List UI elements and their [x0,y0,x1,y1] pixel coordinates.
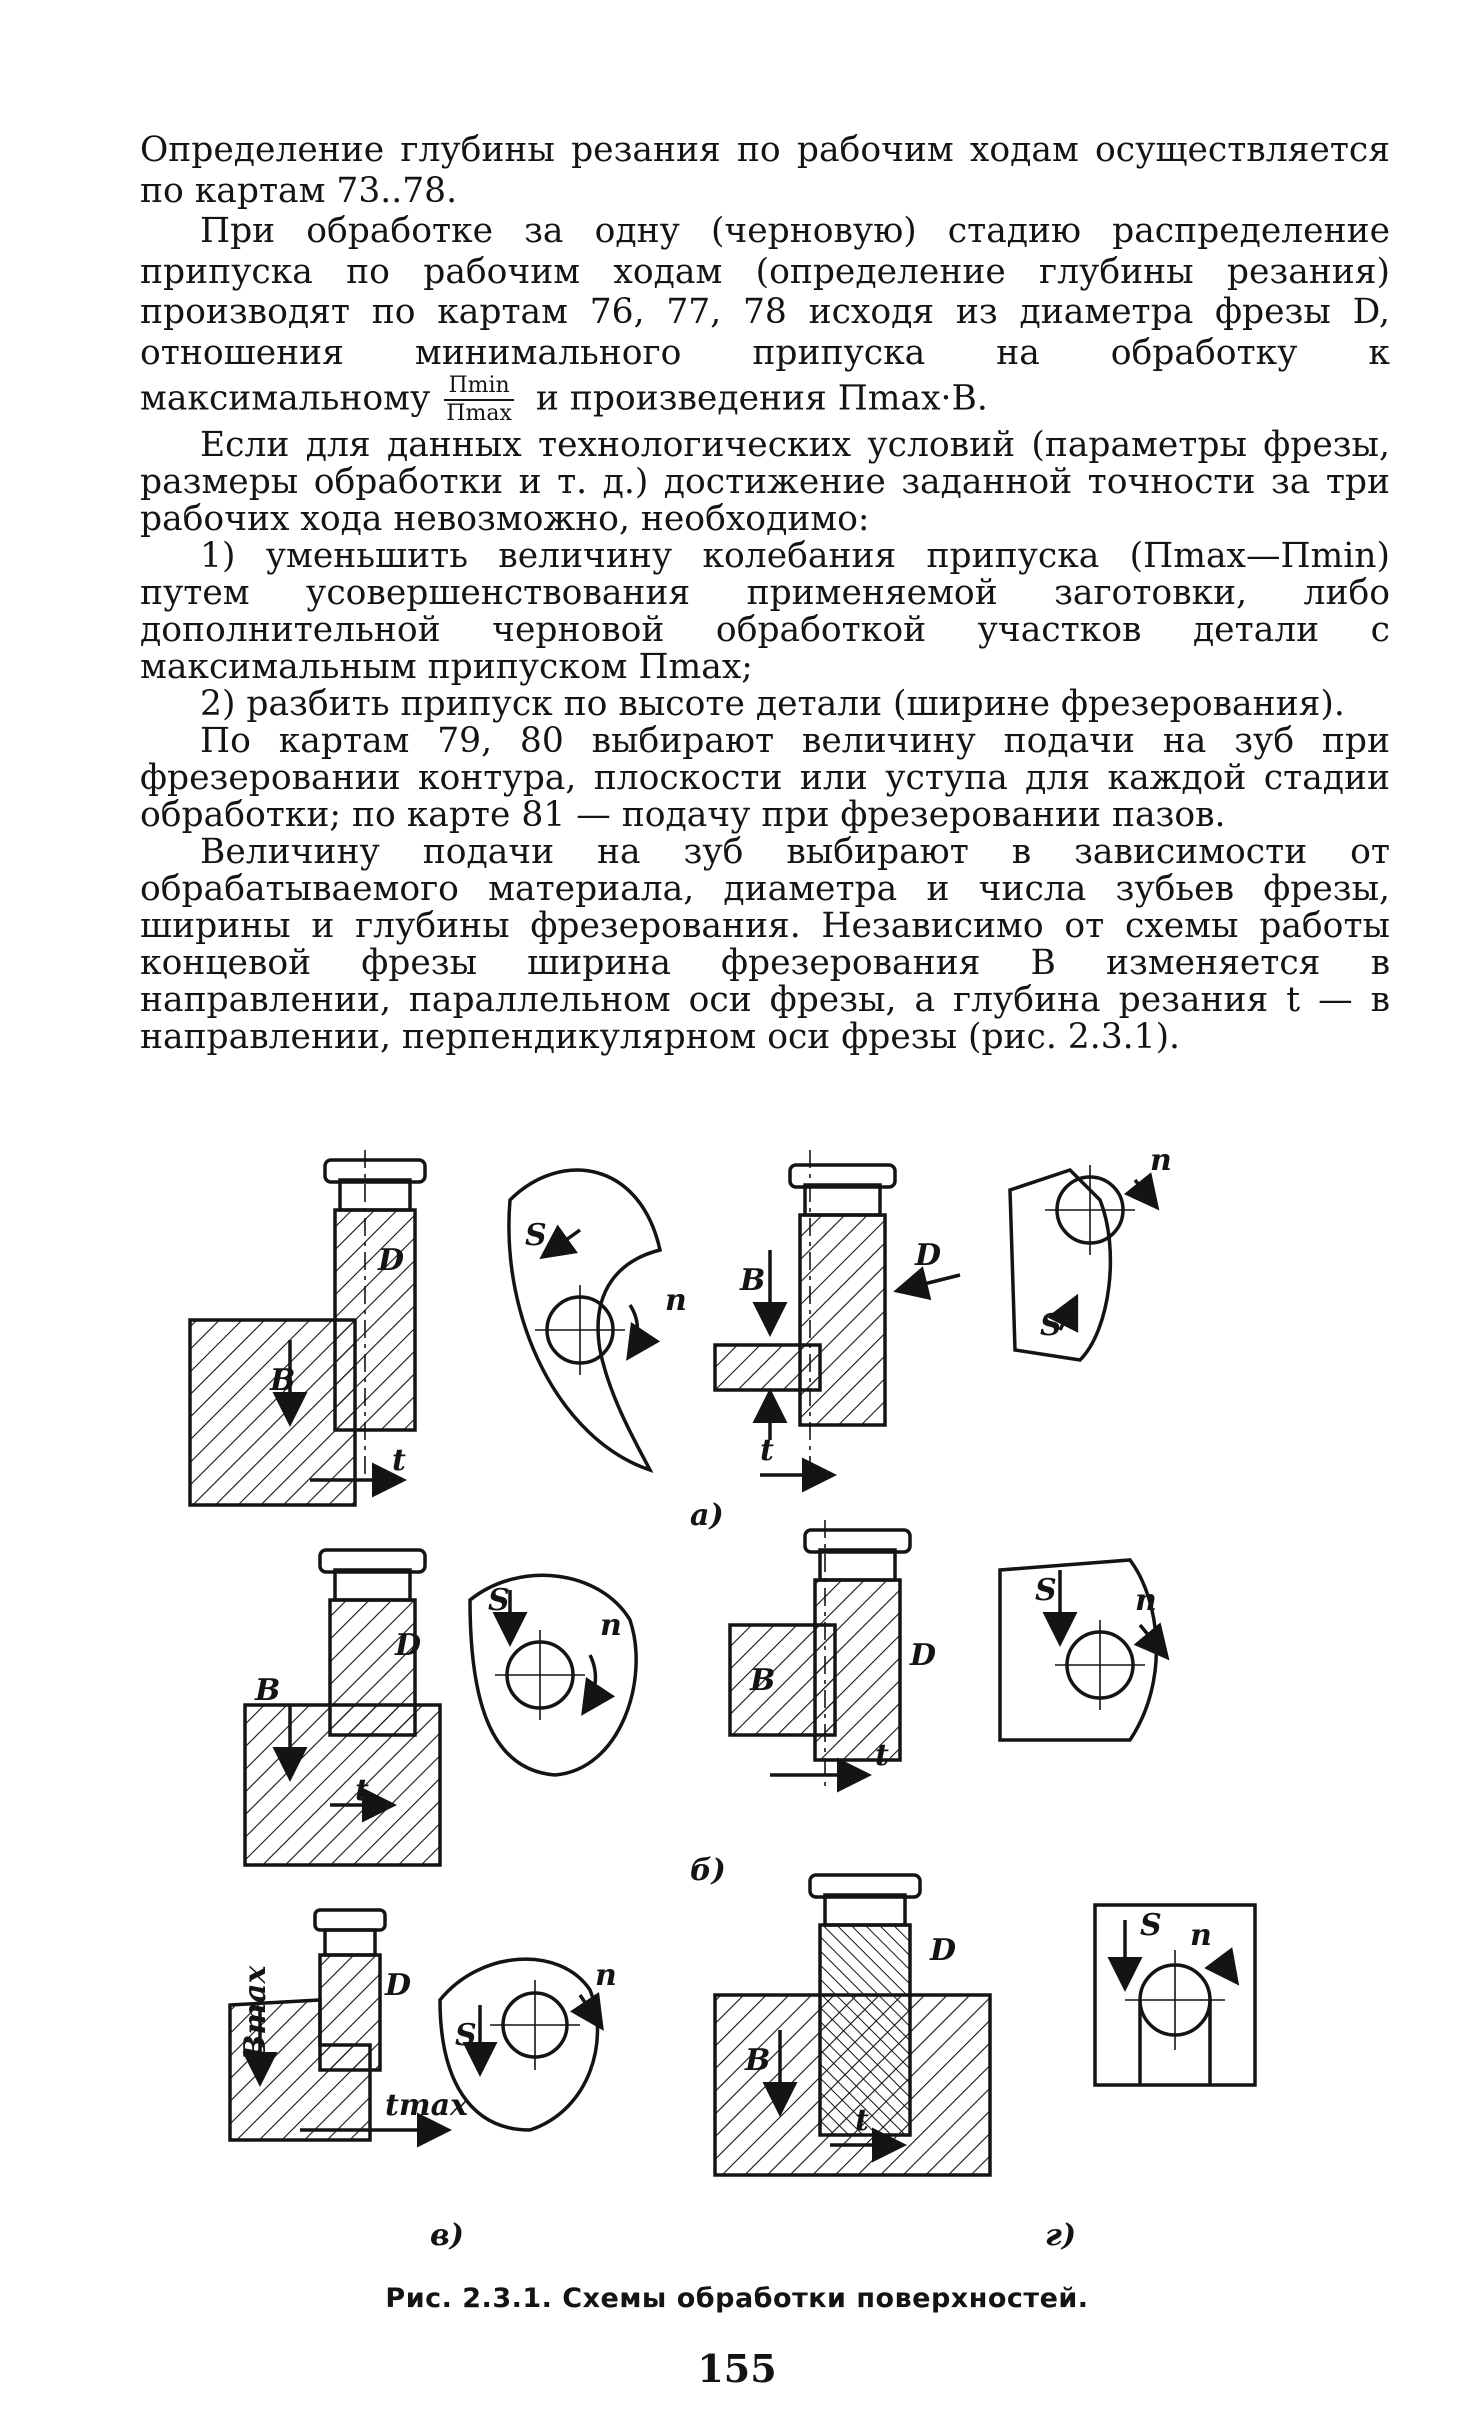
symbol-n-b2: n [1135,1583,1157,1618]
scheme-a-left-plan [509,1170,660,1470]
symbol-t-a2: t [760,1433,774,1468]
symbol-d-g: D [930,1933,957,1968]
sublabel-b: б) [690,1853,726,1888]
symbol-d-a2: D [915,1238,942,1273]
symbol-n-g: n [1190,1918,1212,1953]
symbol-s-a2: S [1040,1308,1062,1343]
scheme-a-right-plan [1010,1165,1155,1360]
symbol-s-a1: S [525,1218,547,1253]
symbol-tmax-v: tmax [385,2088,468,2123]
symbol-d-v: D [385,1968,412,2003]
page-number: 155 [697,2346,777,2391]
symbol-t-b2: t [875,1738,889,1773]
symbol-d-b2: D [910,1638,937,1673]
paragraph-3: Если для данных технологических условий (параметры фрезы, размеры обработки и т. д.) достижение заданной точности за три рабочих хода невозможно, необходимо: [140,425,1390,539]
scheme-a-left [190,1150,425,1505]
symbol-t-g: t [855,2103,869,2138]
symbol-s-v: S [455,2018,477,2053]
symbol-t-b1: t [355,1773,369,1808]
scheme-g-plan [1095,1905,1255,2085]
figure-caption: Рис. 2.3.1. Схемы обработки поверхностей. [385,2283,1089,2314]
symbol-b-g: B [745,2043,771,2078]
sublabel-g: г) [1045,2218,1077,2253]
symbol-n-b1: n [600,1608,622,1643]
paragraph-4: 1) уменьшить величину колебания припуска (Пmax—Пmin) путем усовершенствования применяемой заготовки, либо дополнительной черновой обработкой участков детали с максимальным припуском Пmax; [140,536,1390,687]
symbol-n-a1: n [665,1283,687,1318]
sublabel-a: а) [690,1498,724,1533]
symbol-b-b1: B [255,1673,281,1708]
paragraph-5: 2) разбить припуск по высоте детали (ширине фрезерования). [200,684,1345,724]
symbol-d-a1: D [378,1243,405,1278]
symbol-d-b1: D [395,1628,422,1663]
symbol-s-b1: S [488,1583,510,1618]
symbol-b-b2: B [750,1663,776,1698]
symbol-s-g: S [1140,1908,1162,1943]
symbol-s-b2: S [1035,1573,1057,1608]
fraction-numerator: Пmin [444,373,514,401]
fraction-denominator: Пmax [446,401,512,426]
symbol-bmax-v: Bmax [238,1965,273,2060]
scheme-a-right [715,1150,960,1480]
paragraph-6: По картам 79, 80 выбирают величину подачи на зуб при фрезеровании контура, плоскости или уступа для каждой стадии обработки; по карте 81 — подачу при фрезеровании пазов. [140,721,1390,835]
paragraph-2-text: При обработке за одну (черновую) стадию распределение припуска по рабочим ходам (определение глубины резания) производят по картам 76, 77, 78 исходя из диаметра фрезы D, отношения минимального припуска на обработку к максимальному [140,211,1390,419]
paragraph-7: Величину подачи на зуб выбирают в зависимости от обрабатываемого материала, диаметра и числа зубьев фрезы, ширины и глубины фрезерования. Независимо от схемы работы концевой фрезы ширина фрезерования B изменяется в направлении, параллельном оси фрезы, а глубина резания t — в направлении, перпендикулярном оси фрезы (рис. 2.3.1). [140,832,1390,1057]
paragraph-2-tail: и произведения Пmax·B. [535,378,988,419]
sublabel-v: в) [430,2218,464,2253]
symbol-t-a1: t [392,1443,406,1478]
symbol-b-a1: B [270,1363,296,1398]
symbol-n-v: n [595,1958,617,1993]
symbol-n-a2: n [1150,1143,1172,1178]
paragraph-1: Определение глубины резания по рабочим ходам осуществляется по картам 73..78. [140,130,1390,211]
scheme-g [715,1875,990,2175]
symbol-b-a2: B [740,1263,766,1298]
